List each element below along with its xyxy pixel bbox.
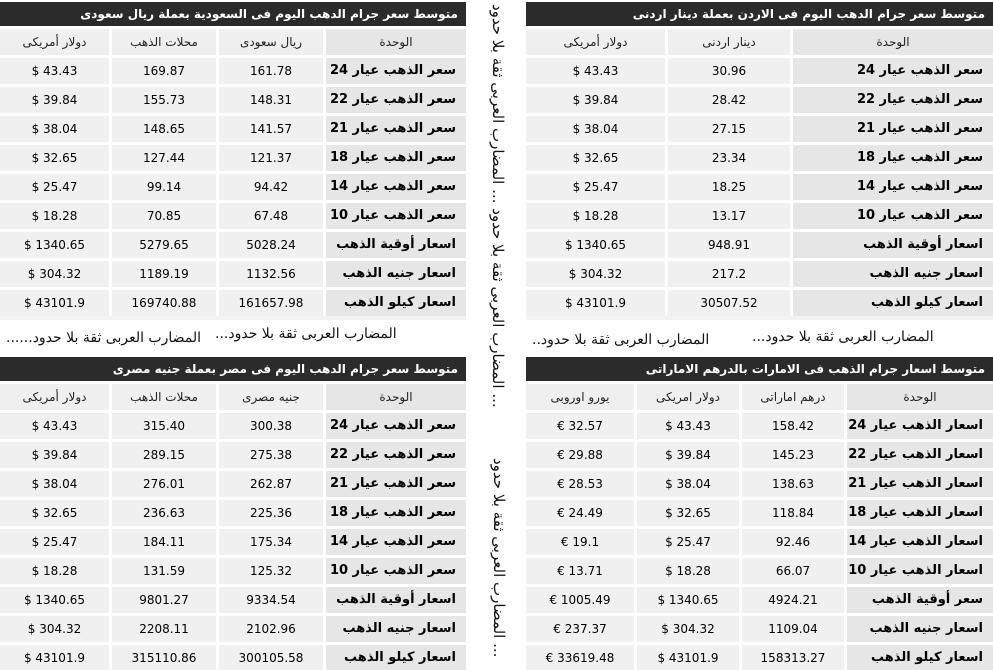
price-cell: $ 43.43 xyxy=(0,413,109,439)
unit-column-header: الوحدة xyxy=(793,29,993,55)
price-cell: 315.40 xyxy=(112,413,216,439)
price-cell: $ 43101.9 xyxy=(0,290,109,316)
watermark-caption-right-2: المضارب العربى ثقة بلا حدود.. xyxy=(532,332,710,348)
price-cell: 4924.21 xyxy=(742,587,844,613)
price-cell: 23.34 xyxy=(668,145,790,171)
row-unit-label: سعر الذهب عيار 24 xyxy=(326,58,466,84)
price-cell: € 33619.48 xyxy=(526,645,634,670)
price-cell: 5279.65 xyxy=(112,232,216,258)
row-unit-label: اسعار الذهب عيار 21 xyxy=(847,471,993,497)
unit-column-header: الوحدة xyxy=(326,384,466,410)
row-unit-label: سعر الذهب عيار 10 xyxy=(326,203,466,229)
row-unit-label: اسعار الذهب عيار 24 xyxy=(847,413,993,439)
price-cell: 158313.27 xyxy=(742,645,844,670)
watermark-vertical-bottom: المضارب العربى ثقة بلا حدود ... xyxy=(490,458,508,658)
price-cell: 13.17 xyxy=(668,203,790,229)
price-cell: $ 38.04 xyxy=(0,471,109,497)
price-cell: 30.96 xyxy=(668,58,790,84)
price-cell: 155.73 xyxy=(112,87,216,113)
price-cell: 175.34 xyxy=(219,529,323,555)
price-cell: 127.44 xyxy=(112,145,216,171)
price-cell: $ 18.28 xyxy=(0,558,109,584)
column-header: دينار اردنى xyxy=(668,29,790,55)
row-unit-label: سعر الذهب عيار 10 xyxy=(793,203,993,229)
price-cell: $ 39.84 xyxy=(526,87,665,113)
price-cell: 236.63 xyxy=(112,500,216,526)
price-cell: $ 38.04 xyxy=(637,471,739,497)
price-cell: 9801.27 xyxy=(112,587,216,613)
price-cell: $ 32.65 xyxy=(637,500,739,526)
row-unit-label: سعر الذهب عيار 18 xyxy=(793,145,993,171)
row-unit-label: سعر الذهب عيار 22 xyxy=(793,87,993,113)
column-header: دولار أمريكى xyxy=(0,384,109,410)
price-cell: 300105.58 xyxy=(219,645,323,670)
price-cell: 161657.98 xyxy=(219,290,323,316)
price-cell: 2208.11 xyxy=(112,616,216,642)
price-cell: $ 38.04 xyxy=(526,116,665,142)
row-unit-label: اسعار الذهب عيار 14 xyxy=(847,529,993,555)
price-cell: $ 304.32 xyxy=(637,616,739,642)
price-cell: $ 43101.9 xyxy=(637,645,739,670)
row-unit-label: اسعار جنيه الذهب xyxy=(326,616,466,642)
price-cell: € 237.37 xyxy=(526,616,634,642)
saudi-table-title: متوسط سعر جرام الدهب اليوم فى السعودية بعملة ريال سعودى xyxy=(0,2,466,26)
price-cell: 27.15 xyxy=(668,116,790,142)
price-cell: 169740.88 xyxy=(112,290,216,316)
row-unit-label: اسعار كيلو الذهب xyxy=(326,645,466,670)
price-cell: $ 43.43 xyxy=(526,58,665,84)
row-unit-label: سعر الذهب عيار 14 xyxy=(793,174,993,200)
watermark-caption-left: المضارب العربى ثقة بلا حدود... xyxy=(215,326,397,342)
price-cell: 184.11 xyxy=(112,529,216,555)
uae-table-grid xyxy=(526,381,993,670)
row-unit-label: اسعار الذهب عيار 10 xyxy=(847,558,993,584)
row-unit-label: سعر الذهب عيار 21 xyxy=(326,116,466,142)
price-cell: 1189.19 xyxy=(112,261,216,287)
price-cell: 66.07 xyxy=(742,558,844,584)
price-cell: $ 39.84 xyxy=(637,442,739,468)
price-cell: $ 43101.9 xyxy=(0,645,109,670)
price-cell: € 24.49 xyxy=(526,500,634,526)
price-cell: $ 43.43 xyxy=(0,58,109,84)
row-unit-label: سعر الذهب عيار 18 xyxy=(326,145,466,171)
row-unit-label: اسعار أوقية الذهب xyxy=(326,587,466,613)
price-cell: 131.59 xyxy=(112,558,216,584)
uae-gold-table xyxy=(526,357,993,670)
column-header: درهم اماراتى xyxy=(742,384,844,410)
price-cell: $ 1340.65 xyxy=(526,232,665,258)
price-cell: € 28.53 xyxy=(526,471,634,497)
price-cell: € 32.57 xyxy=(526,413,634,439)
price-cell: 28.42 xyxy=(668,87,790,113)
price-cell: $ 304.32 xyxy=(0,616,109,642)
price-cell: 148.65 xyxy=(112,116,216,142)
row-unit-label: اسعار جنيه الذهب xyxy=(847,616,993,642)
egypt-gold-table xyxy=(0,357,466,670)
price-cell: $ 1340.65 xyxy=(0,232,109,258)
price-cell: $ 43.43 xyxy=(637,413,739,439)
uae-table-title: متوسط اسعار جرام الذهب فى الامارات بالدرهم الاماراتى xyxy=(526,357,993,381)
jordan-table-title: متوسط سعر جرام الدهب اليوم فى الاردن بعملة دينار اردنى xyxy=(526,2,993,26)
column-header: محلات الذهب xyxy=(112,29,216,55)
price-cell: 92.46 xyxy=(742,529,844,555)
row-unit-label: سعر الذهب عيار 14 xyxy=(326,529,466,555)
watermark-caption-left-2: المضارب العربى ثقة بلا حدود...... xyxy=(6,330,202,346)
price-cell: 121.37 xyxy=(219,145,323,171)
column-header: يورو اوروبى xyxy=(526,384,634,410)
price-cell: 1132.56 xyxy=(219,261,323,287)
price-cell: 138.63 xyxy=(742,471,844,497)
column-header: محلات الذهب xyxy=(112,384,216,410)
price-cell: 9334.54 xyxy=(219,587,323,613)
column-header: دولار أمريكى xyxy=(0,29,109,55)
row-unit-label: اسعار الذهب عيار 22 xyxy=(847,442,993,468)
column-header: جنيه مصرى xyxy=(219,384,323,410)
price-cell: 315110.86 xyxy=(112,645,216,670)
price-cell: € 13.71 xyxy=(526,558,634,584)
row-unit-label: سعر الذهب عيار 10 xyxy=(326,558,466,584)
price-cell: $ 304.32 xyxy=(0,261,109,287)
price-cell: $ 38.04 xyxy=(0,116,109,142)
row-unit-label: سعر الذهب عيار 24 xyxy=(326,413,466,439)
column-header: ريال سعودى xyxy=(219,29,323,55)
price-cell: 67.48 xyxy=(219,203,323,229)
price-cell: $ 18.28 xyxy=(0,203,109,229)
price-cell: $ 32.65 xyxy=(526,145,665,171)
price-cell: 262.87 xyxy=(219,471,323,497)
watermark-caption-right: المضارب العربى ثقة بلا حدود... xyxy=(752,329,934,345)
price-cell: 158.42 xyxy=(742,413,844,439)
row-unit-label: سعر الذهب عيار 18 xyxy=(326,500,466,526)
price-cell: $ 1340.65 xyxy=(637,587,739,613)
price-cell: 125.32 xyxy=(219,558,323,584)
price-cell: 141.57 xyxy=(219,116,323,142)
row-unit-label: سعر أوقية الذهب xyxy=(847,587,993,613)
price-cell: 70.85 xyxy=(112,203,216,229)
price-cell: 948.91 xyxy=(668,232,790,258)
unit-column-header: الوحدة xyxy=(847,384,993,410)
price-cell: $ 32.65 xyxy=(0,500,109,526)
column-header: دولار امريكى xyxy=(637,384,739,410)
price-cell: € 29.88 xyxy=(526,442,634,468)
price-cell: $ 25.47 xyxy=(526,174,665,200)
price-cell: € 19.1 xyxy=(526,529,634,555)
price-cell: 217.2 xyxy=(668,261,790,287)
price-cell: $ 18.28 xyxy=(637,558,739,584)
price-cell: $ 39.84 xyxy=(0,87,109,113)
row-unit-label: اسعار جنيه الذهب xyxy=(793,261,993,287)
price-cell: 5028.24 xyxy=(219,232,323,258)
egypt-table-title: متوسط سعر جرام الدهب اليوم فى مصر بعملة جنيه مصرى xyxy=(0,357,466,381)
price-cell: 18.25 xyxy=(668,174,790,200)
row-unit-label: اسعار الذهب عيار 18 xyxy=(847,500,993,526)
price-cell: 118.84 xyxy=(742,500,844,526)
jordan-table-grid xyxy=(526,26,993,316)
price-cell: 225.36 xyxy=(219,500,323,526)
price-cell: 275.38 xyxy=(219,442,323,468)
price-cell: $ 18.28 xyxy=(526,203,665,229)
price-cell: 169.87 xyxy=(112,58,216,84)
row-unit-label: اسعار أوقية الذهب xyxy=(793,232,993,258)
price-cell: 30507.52 xyxy=(668,290,790,316)
price-cell: 94.42 xyxy=(219,174,323,200)
price-cell: $ 43101.9 xyxy=(526,290,665,316)
row-unit-label: سعر الذهب عيار 22 xyxy=(326,87,466,113)
price-cell: 99.14 xyxy=(112,174,216,200)
price-cell: 289.15 xyxy=(112,442,216,468)
saudi-table-grid xyxy=(0,26,466,316)
row-unit-label: سعر الذهب عيار 14 xyxy=(326,174,466,200)
price-cell: $ 39.84 xyxy=(0,442,109,468)
unit-column-header: الوحدة xyxy=(326,29,466,55)
jordan-gold-table xyxy=(526,2,993,320)
row-unit-label: اسعار أوقية الذهب xyxy=(326,232,466,258)
price-cell: 276.01 xyxy=(112,471,216,497)
row-unit-label: سعر الذهب عيار 21 xyxy=(326,471,466,497)
price-cell: 161.78 xyxy=(219,58,323,84)
price-cell: 300.38 xyxy=(219,413,323,439)
price-cell: 145.23 xyxy=(742,442,844,468)
price-cell: 1109.04 xyxy=(742,616,844,642)
price-cell: $ 25.47 xyxy=(637,529,739,555)
row-unit-label: سعر الذهب عيار 21 xyxy=(793,116,993,142)
price-cell: € 1005.49 xyxy=(526,587,634,613)
egypt-table-grid xyxy=(0,381,466,670)
price-cell: $ 25.47 xyxy=(0,529,109,555)
saudi-gold-table xyxy=(0,2,466,320)
watermark-vertical-top: المضارب العربى ثقة بلا حدود ... المضارب العربى ثقة بلا حدود ... xyxy=(489,4,507,408)
price-cell: $ 25.47 xyxy=(0,174,109,200)
price-cell: 2102.96 xyxy=(219,616,323,642)
column-header: دولار أمريكى xyxy=(526,29,665,55)
price-cell: 148.31 xyxy=(219,87,323,113)
row-unit-label: اسعار كيلو الذهب xyxy=(793,290,993,316)
price-cell: $ 32.65 xyxy=(0,145,109,171)
row-unit-label: سعر الذهب عيار 24 xyxy=(793,58,993,84)
price-cell: $ 304.32 xyxy=(526,261,665,287)
row-unit-label: اسعار كيلو الذهب xyxy=(326,290,466,316)
row-unit-label: اسعار كيلو الذهب xyxy=(847,645,993,670)
price-cell: $ 1340.65 xyxy=(0,587,109,613)
row-unit-label: سعر الذهب عيار 22 xyxy=(326,442,466,468)
row-unit-label: اسعار جنيه الذهب xyxy=(326,261,466,287)
